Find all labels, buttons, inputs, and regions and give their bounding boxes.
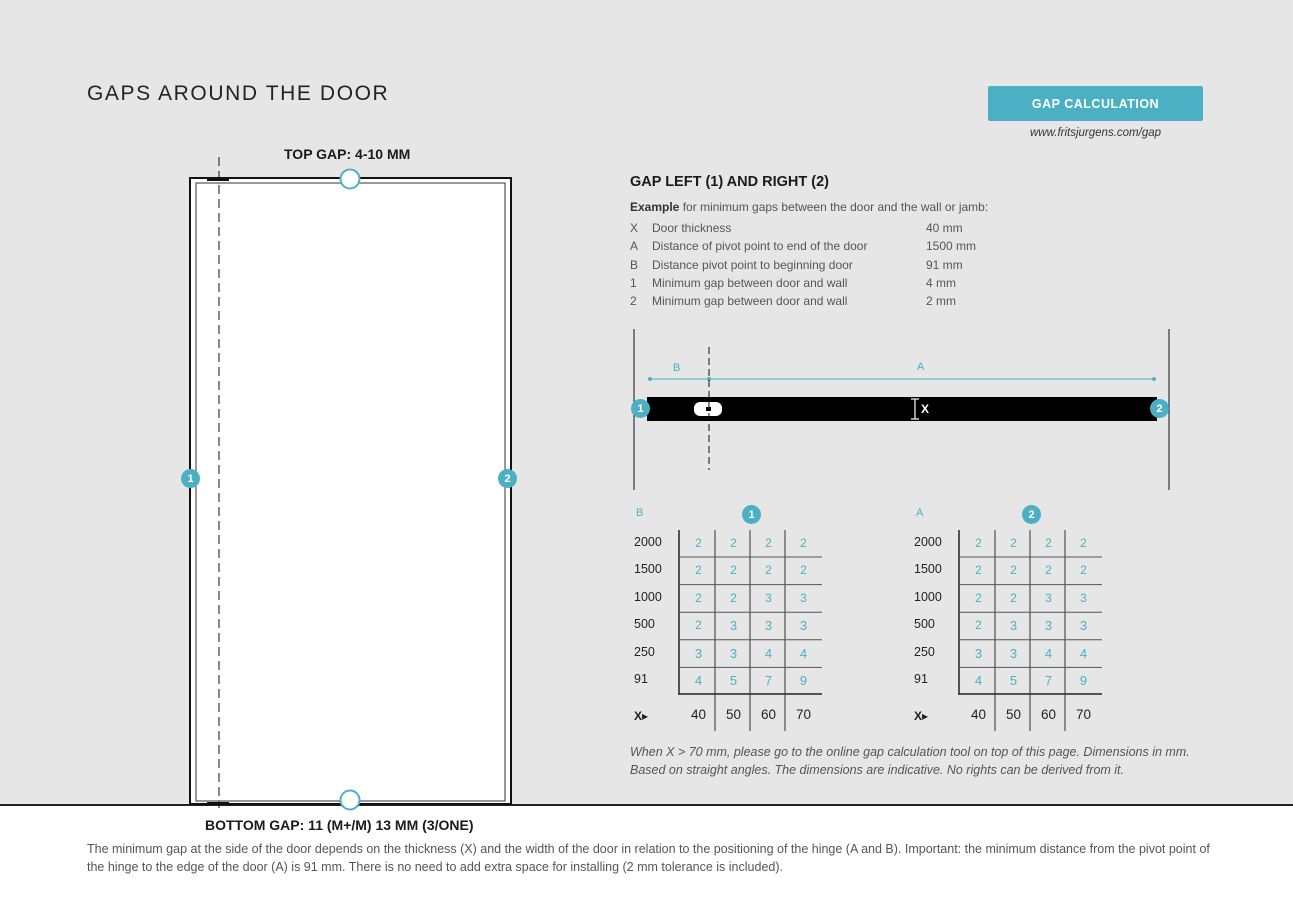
- table-x-tick: 60: [1040, 707, 1057, 722]
- table-x-tick: 70: [1075, 707, 1092, 722]
- table-cell: 3: [974, 646, 983, 661]
- example-text: for minimum gaps between the door and the wall or jamb:: [679, 200, 989, 214]
- table-cell: 3: [1080, 591, 1087, 605]
- gap-calculation-button[interactable]: GAP CALCULATION: [988, 86, 1203, 121]
- table-x-tick: 70: [795, 707, 812, 722]
- table-cell: 2: [1010, 591, 1017, 605]
- table-x-axis-label: X▸: [634, 709, 649, 723]
- table-row-label: 1000: [634, 590, 662, 604]
- spec-value: 91 mm: [926, 257, 963, 272]
- spec-value: 2 mm: [926, 294, 956, 309]
- table-cell: 2: [975, 618, 982, 632]
- table-cell: 2: [765, 563, 772, 577]
- table-cell: 7: [764, 673, 773, 688]
- dimension-label-a: A: [917, 361, 925, 373]
- table-cell: 2: [695, 563, 702, 577]
- table-cell: 3: [729, 646, 738, 661]
- table-x-axis-label: X▸: [914, 709, 929, 723]
- table-cell: 5: [729, 673, 738, 688]
- spec-value: 40 mm: [926, 221, 963, 236]
- footer-text: The minimum gap at the side of the door depends on the thickness (X) and the width of the door in relation to the positioning of the hinge (A and B). Important: the minimum distance from the pivot point of the hinge to the edge of the door (A) is 91 mm. There is no need to add extra space for installing (2 mm tolerance is included).: [87, 842, 1210, 874]
- door-gap-badge-right: 2: [498, 469, 517, 488]
- caption-note: When X > 70 mm, please go to the online gap calculation tool on top of this page. Dimensions in mm. Based on straight angles. The dimensions are indicative. No rights can be derived from it.: [630, 745, 1190, 777]
- table-cell: 4: [1079, 646, 1088, 661]
- table-cell: 3: [729, 618, 738, 633]
- table-cell: 3: [764, 618, 773, 633]
- spec-key: A: [630, 239, 639, 254]
- table-cell: 4: [1044, 646, 1053, 661]
- table-row-label: 91: [634, 672, 648, 686]
- spec-desc: Distance of pivot point to end of the door: [652, 239, 868, 254]
- door-gap-badge-left: 1: [181, 469, 200, 488]
- table-row-label: 250: [914, 645, 935, 659]
- spec-key: B: [630, 257, 639, 272]
- table-cell: 5: [1009, 673, 1018, 688]
- table-row-label: 2000: [634, 535, 662, 549]
- table-cell: 2: [730, 563, 737, 577]
- table-x-tick: 50: [725, 707, 742, 722]
- table-cell: 2: [1080, 536, 1087, 550]
- table-row-label: 91: [914, 672, 928, 686]
- table-x-tick: 60: [760, 707, 777, 722]
- table-axis-label: B: [636, 507, 644, 519]
- table-row-label: 500: [914, 617, 935, 631]
- dimension-label-b: B: [673, 362, 681, 374]
- table-cell: 3: [1045, 591, 1052, 605]
- spec-key: 2: [630, 294, 637, 309]
- table-cell: 4: [974, 673, 983, 688]
- table-cell: 4: [764, 646, 773, 661]
- table-axis-label: A: [916, 507, 924, 519]
- table-row-label: 1500: [634, 562, 662, 576]
- table-row-label: 1500: [914, 562, 942, 576]
- table-cell: 2: [765, 536, 772, 550]
- table-cell: 2: [1080, 563, 1087, 577]
- bottom-gap-label: BOTTOM GAP: 11 (M+/M) 13 MM (3/ONE): [205, 817, 474, 833]
- table-cell: 9: [1079, 673, 1088, 688]
- spec-value: 1500 mm: [926, 239, 977, 254]
- table-cell: 2: [975, 536, 982, 550]
- table-cell: 3: [799, 618, 808, 633]
- table-row-label: 250: [634, 645, 655, 659]
- table-row-label: 1000: [914, 590, 942, 604]
- table-cell: 2: [800, 563, 807, 577]
- spec-desc: Minimum gap between door and wall: [652, 294, 848, 309]
- example-bold: Example: [630, 200, 680, 214]
- top-gap-label: TOP GAP: 4-10 MM: [284, 146, 411, 162]
- table-cell: 2: [975, 591, 982, 605]
- table-cell: 3: [1079, 618, 1088, 633]
- table-x-tick: 40: [690, 707, 707, 722]
- table-gap-badge: 1: [742, 505, 761, 524]
- diagram-gap-badge-left: 1: [631, 399, 650, 418]
- spec-desc: Minimum gap between door and wall: [652, 276, 848, 291]
- table-cell: 3: [765, 591, 772, 605]
- diagram-gap-badge-right: 2: [1150, 399, 1169, 418]
- table-x-tick: 50: [1005, 707, 1022, 722]
- table-gap-badge: 2: [1022, 505, 1041, 524]
- table-cell: 2: [1045, 536, 1052, 550]
- table-cell: 3: [1009, 618, 1018, 633]
- spec-key: 1: [630, 276, 637, 291]
- table-cell: 3: [1009, 646, 1018, 661]
- table-cell: 2: [695, 536, 702, 550]
- table-row-label: 2000: [914, 535, 942, 549]
- table-cell: 3: [800, 591, 807, 605]
- spec-key: X: [630, 221, 639, 236]
- spec-desc: Distance pivot point to beginning door: [652, 257, 853, 272]
- table-cell: 2: [800, 536, 807, 550]
- table-cell: 2: [1045, 563, 1052, 577]
- table-cell: 3: [694, 646, 703, 661]
- page-title: GAPS AROUND THE DOOR: [87, 82, 390, 105]
- table-cell: 3: [1044, 618, 1053, 633]
- table-x-tick: 40: [970, 707, 987, 722]
- table-cell: 7: [1044, 673, 1053, 688]
- table-cell: 2: [975, 563, 982, 577]
- table-cell: 4: [799, 646, 808, 661]
- thickness-label-x: X: [921, 402, 930, 416]
- table-cell: 2: [695, 591, 702, 605]
- table-row-label: 500: [634, 617, 655, 631]
- table-cell: 2: [730, 591, 737, 605]
- table-cell: 2: [1010, 563, 1017, 577]
- table-cell: 2: [1010, 536, 1017, 550]
- spec-desc: Door thickness: [652, 221, 732, 236]
- table-cell: 2: [695, 618, 702, 632]
- table-cell: 4: [694, 673, 703, 688]
- table-cell: 9: [799, 673, 808, 688]
- section-title: GAP LEFT (1) AND RIGHT (2): [630, 174, 829, 190]
- spec-value: 4 mm: [926, 276, 956, 291]
- table-cell: 2: [730, 536, 737, 550]
- gap-calculation-url[interactable]: www.fritsjurgens.com/gap: [1029, 127, 1162, 139]
